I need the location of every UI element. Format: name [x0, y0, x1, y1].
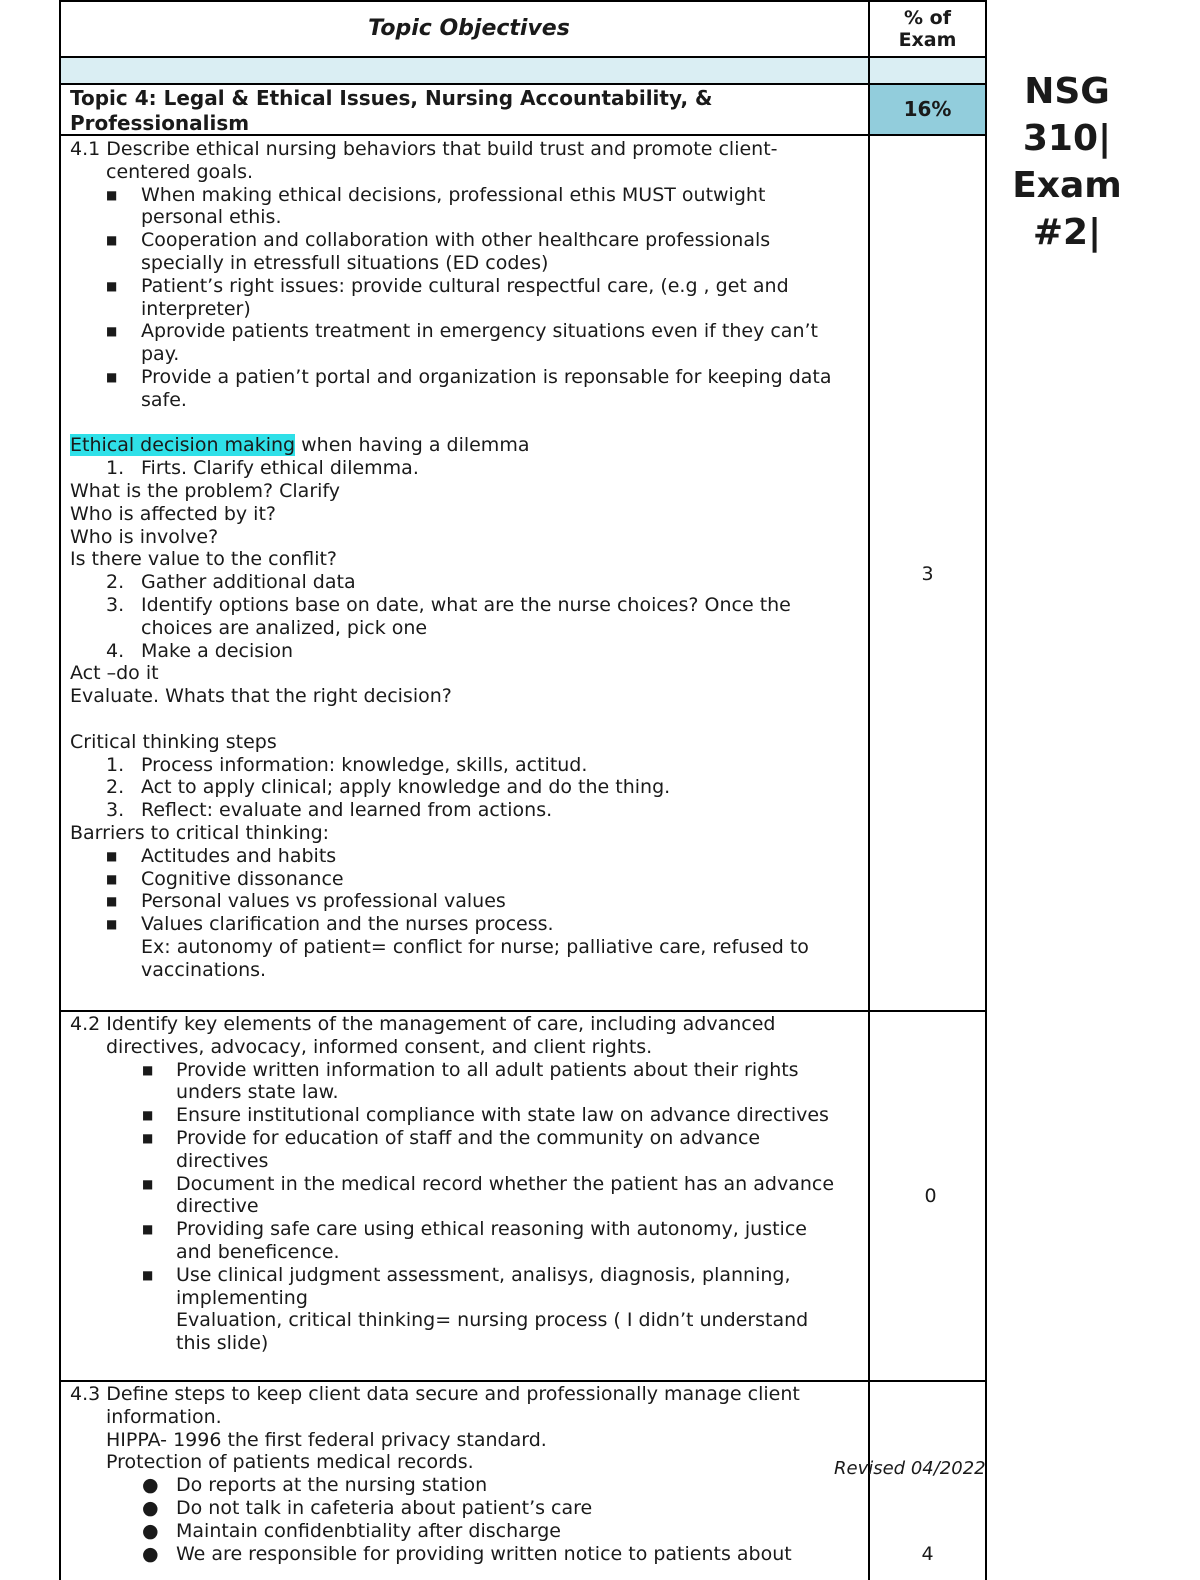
spacer-row: [59, 56, 987, 85]
dilemma-question: What is the problem? Clarify: [70, 479, 341, 502]
list-item-cont: safe.: [141, 388, 187, 411]
list-item: ● Do reports at the nursing station: [142, 1474, 488, 1497]
numbered-item: 1. Process information: knowledge, skills, actitud.: [106, 753, 588, 776]
list-item-cont: implementing: [176, 1286, 308, 1309]
revised-date: Revised 04/2022: [834, 1458, 986, 1479]
list-item-cont: specially in etressfull situations (ED codes): [141, 251, 549, 274]
header-percent-of-exam: % of Exam: [898, 7, 957, 51]
list-item: ● Do not talk in cafeteria about patient’s care: [142, 1496, 593, 1519]
side-label-line: Exam: [1012, 165, 1122, 206]
numbered-item: 2. Gather additional data: [106, 571, 356, 594]
percent-cell: [870, 1012, 985, 1382]
list-item: ■ Provide a patien’t portal and organization is reponsable for keeping data: [106, 365, 832, 388]
list-item: ■ Actitudes and habits: [106, 844, 337, 867]
square-bullet-icon: ■: [142, 1176, 154, 1191]
objective-row-4-2: [59, 1010, 987, 1382]
percent-cell: [870, 1382, 985, 1580]
objective-text: information.: [106, 1405, 222, 1428]
dilemma-after: Act –do it: [70, 662, 159, 685]
dilemma-question: Who is affected by it?: [70, 502, 276, 525]
list-item-cont: personal ethis.: [141, 206, 282, 229]
square-bullet-icon: ■: [106, 894, 118, 909]
list-item-cont: this slide): [176, 1332, 269, 1355]
dilemma-question: Is there value to the conflit?: [70, 548, 338, 571]
list-item: ● Maintain confidenbtiality after discharge: [142, 1519, 561, 1542]
square-bullet-icon: ■: [142, 1130, 154, 1145]
numbered-item: 2. Act to apply clinical; apply knowledge and do the thing.: [106, 776, 671, 799]
square-bullet-icon: ■: [106, 917, 118, 932]
table-header-row: [59, 0, 987, 58]
square-bullet-icon: ■: [106, 278, 118, 293]
numbered-item: 1. Firts. Clarify ethical dilemma.: [106, 457, 419, 480]
numbered-item: 3. Identify options base on date, what are the nurse choices? Once the: [106, 593, 791, 616]
list-item: ■ Use clinical judgment assessment, analisys, diagnosis, planning,: [142, 1263, 791, 1286]
percent-value: 3: [921, 563, 934, 585]
square-bullet-icon: ■: [106, 187, 118, 202]
objective-content: [61, 136, 870, 1012]
side-label-line: 310|: [1022, 118, 1112, 159]
side-label-line: #2|: [1032, 212, 1102, 253]
list-item-cont: directives: [176, 1149, 269, 1172]
barriers-heading: Barriers to critical thinking:: [70, 821, 330, 844]
spacer-cell-pct: [870, 58, 985, 85]
critical-thinking-heading: Critical thinking steps: [70, 730, 277, 753]
list-item: ■ Values clarification and the nurses process.: [106, 913, 554, 936]
dilemma-question: Who is involve?: [70, 525, 219, 548]
list-item: ■ Aprovide patients treatment in emergency situations even if they can’t: [106, 320, 818, 343]
list-item-cont: unders state law.: [176, 1081, 339, 1104]
square-bullet-icon: ■: [106, 848, 118, 863]
square-bullet-icon: ■: [142, 1267, 154, 1282]
list-item: ● We are responsible for providing written notice to patients about: [142, 1542, 792, 1565]
square-bullet-icon: ■: [106, 871, 118, 886]
list-item: ■ Providing safe care using ethical reasoning with autonomy, justice: [142, 1218, 807, 1241]
objective-row-4-1: [59, 134, 987, 1012]
note-text: HIPPA- 1996 the first federal privacy standard.: [106, 1428, 547, 1451]
list-item: ■ Ensure institutional compliance with state law on advance directives: [142, 1104, 829, 1127]
topic-row: [59, 83, 987, 136]
spacer-cell: [61, 58, 870, 85]
objective-content: [61, 1382, 870, 1580]
course-exam-label: [1000, 68, 1134, 256]
list-item-cont: pay.: [141, 343, 180, 366]
objective-text: directives, advocacy, informed consent, and client rights.: [106, 1035, 653, 1058]
note-text: Protection of patients medical records.: [106, 1451, 474, 1474]
list-item-cont: directive: [176, 1195, 259, 1218]
round-bullet-icon: ●: [142, 1474, 159, 1497]
percent-cell: [870, 136, 985, 1012]
numbered-item-cont: choices are analized, pick one: [141, 616, 428, 639]
objective-text: 4.2 Identify key elements of the management of care, including advanced: [70, 1013, 776, 1035]
list-item: ■ Document in the medical record whether the patient has an advance: [142, 1172, 835, 1195]
objective-text: centered goals.: [106, 160, 254, 183]
percent-value: 4: [921, 1543, 934, 1565]
square-bullet-icon: ■: [142, 1222, 154, 1237]
square-bullet-icon: ■: [106, 324, 118, 339]
dilemma-heading: Ethical decision making when having a dilemma: [70, 434, 530, 457]
list-item: ■ Provide written information to all adult patients about their rights: [142, 1058, 799, 1081]
example-text: Ex: autonomy of patient= conflict for nurse; palliative care, refused to: [141, 935, 809, 958]
list-item-cont: Evaluation, critical thinking= nursing process ( I didn’t understand: [176, 1309, 809, 1332]
list-item: ■ Patient’s right issues: provide cultural respectful care, (e.g , get and: [106, 274, 789, 297]
side-label-line: NSG: [1024, 71, 1110, 112]
list-item: ■ When making ethical decisions, professional ethis MUST outwight: [106, 183, 766, 206]
round-bullet-icon: ●: [142, 1496, 159, 1519]
list-item: ■ Cognitive dissonance: [106, 867, 344, 890]
square-bullet-icon: ■: [142, 1062, 154, 1077]
round-bullet-icon: ●: [142, 1519, 159, 1542]
list-item-cont: and beneficence.: [176, 1240, 340, 1263]
list-item: ■ Cooperation and collaboration with other healthcare professionals: [106, 229, 771, 252]
numbered-item: 4. Make a decision: [106, 639, 294, 662]
header-topic-objectives: Topic Objectives: [61, 2, 870, 58]
square-bullet-icon: ■: [106, 233, 118, 248]
topic-percent: 16%: [870, 85, 985, 136]
percent-value: 0: [924, 1185, 937, 1207]
square-bullet-icon: ■: [106, 369, 118, 384]
highlighted-text: Ethical decision making: [70, 434, 296, 457]
objective-content: [61, 1012, 870, 1382]
topic-title: Topic 4: Legal & Ethical Issues, Nursing Accountability, & Professionalism: [61, 85, 870, 136]
list-item: ■ Provide for education of staff and the community on advance: [142, 1126, 761, 1149]
square-bullet-icon: ■: [142, 1108, 154, 1123]
objective-text: 4.1 Describe ethical nursing behaviors that build trust and promote client-: [70, 138, 778, 160]
list-item: ■ Personal values vs professional values: [106, 890, 506, 913]
example-text: vaccinations.: [141, 958, 267, 981]
dilemma-after: Evaluate. Whats that the right decision?: [70, 685, 452, 708]
round-bullet-icon: ●: [142, 1542, 159, 1565]
list-item-cont: interpreter): [141, 297, 251, 320]
numbered-item: 3. Reflect: evaluate and learned from actions.: [106, 799, 553, 822]
objective-text: 4.3 Define steps to keep client data secure and professionally manage client: [70, 1383, 800, 1405]
